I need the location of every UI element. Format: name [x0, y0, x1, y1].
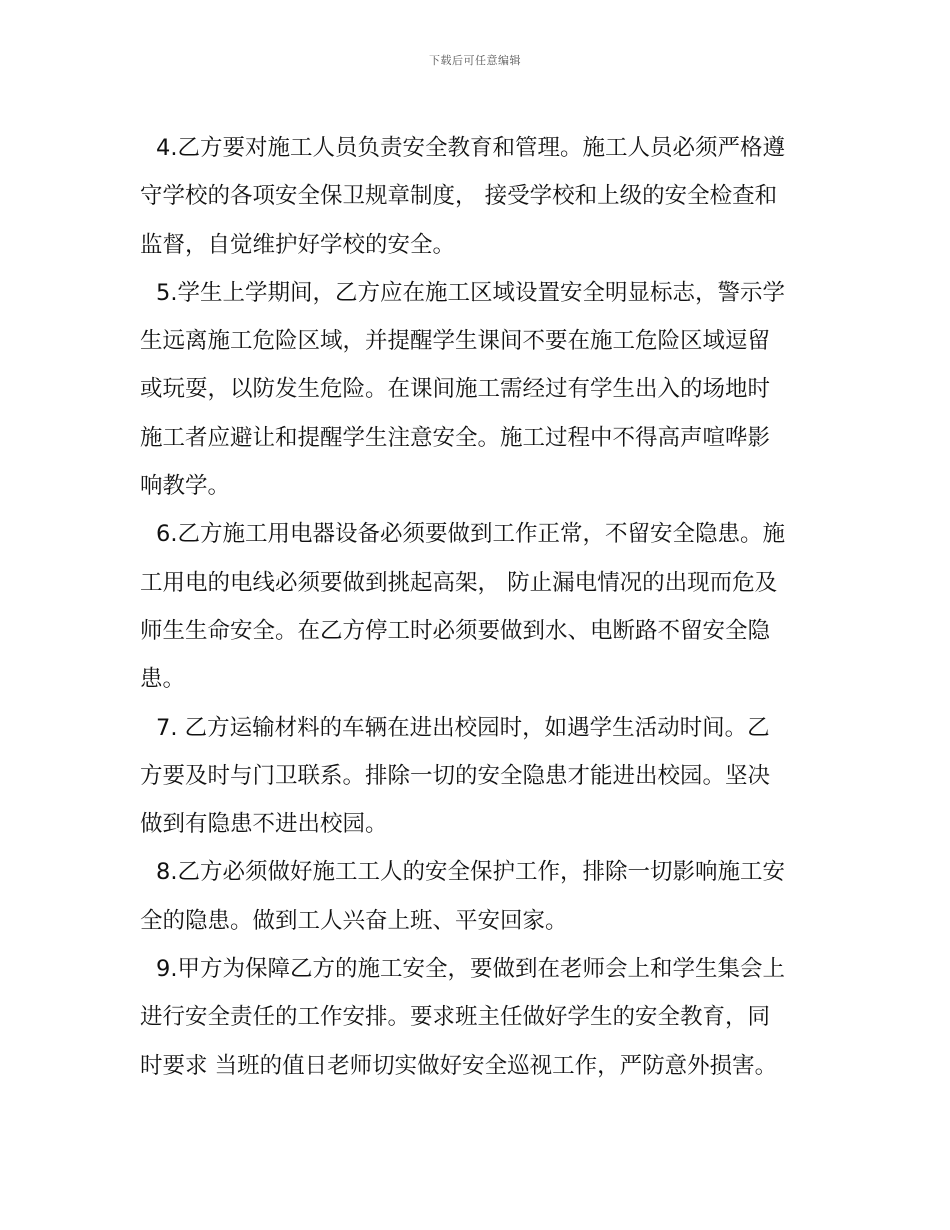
paragraph-item-7	[140, 704, 812, 849]
paragraph-item-9	[140, 945, 812, 1090]
paragraph-line: 守学校的各项安全保卫规章制度， 接受学校和上级的安全检查和	[140, 183, 778, 210]
paragraph-line: 施工者应避让和提醒学生注意安全。施工过程中不得高声喧哗影	[140, 424, 771, 451]
paragraph-item-6	[140, 510, 812, 703]
paragraph-item-5	[140, 269, 812, 510]
paragraph-line: 9.甲方为保障乙方的施工安全，要做到在老师会上和学生集会上	[156, 956, 785, 983]
paragraph-line: 工用电的电线必须要做到挑起高架， 防止漏电情况的出现而危及	[140, 569, 778, 596]
paragraph-line: 师生生命安全。在乙方停工时必须要做到水、电断路不留安全隐	[140, 617, 771, 644]
document-body	[140, 124, 812, 1090]
paragraph-line: 方要及时与门卫联系。排除一切的安全隐患才能进出校园。坚决	[140, 762, 771, 789]
paragraph-item-4	[140, 124, 812, 269]
page-header: 下载后可任意编辑	[429, 54, 521, 67]
paragraph-line: 进行安全责任的工作安排。要求班主任做好学生的安全教育，同	[140, 1004, 771, 1031]
paragraph-line: 4.乙方要对施工人员负责安全教育和管理。施工人员必须严格遵	[156, 135, 785, 161]
paragraph-line: 5.学生上学期间，乙方应在施工区域设置安全明显标志，警示学	[156, 279, 785, 306]
paragraph-line: 生远离施工危险区域，并提醒学生课间不要在施工危险区域逗留	[140, 328, 771, 355]
paragraph-line: 6.乙方施工用电器设备必须要做到工作正常，不留安全隐患。施	[156, 521, 785, 548]
paragraph-item-8	[140, 848, 812, 945]
paragraph-line: 做到有隐患不进出校园。	[140, 811, 388, 838]
paragraph-line: 响教学。	[140, 473, 231, 500]
paragraph-line: 时要求 当班的值日老师切实做好安全巡视工作，严防意外损害。	[140, 1052, 778, 1079]
paragraph-line: 全的隐患。做到工人兴奋上班、平安回家。	[140, 907, 568, 934]
paragraph-line: 8.乙方必须做好施工工人的安全保护工作，排除一切影响施工安	[156, 859, 785, 886]
paragraph-line: 患。	[140, 666, 186, 693]
paragraph-line: 监督，自觉维护好学校的安全。	[140, 231, 456, 258]
paragraph-line: 7. 乙方运输材料的车辆在进出校园时，如遇学生活动时间。乙	[156, 714, 770, 741]
paragraph-line: 或玩耍，以防发生危险。在课间施工需经过有学生出入的场地时	[140, 376, 771, 403]
